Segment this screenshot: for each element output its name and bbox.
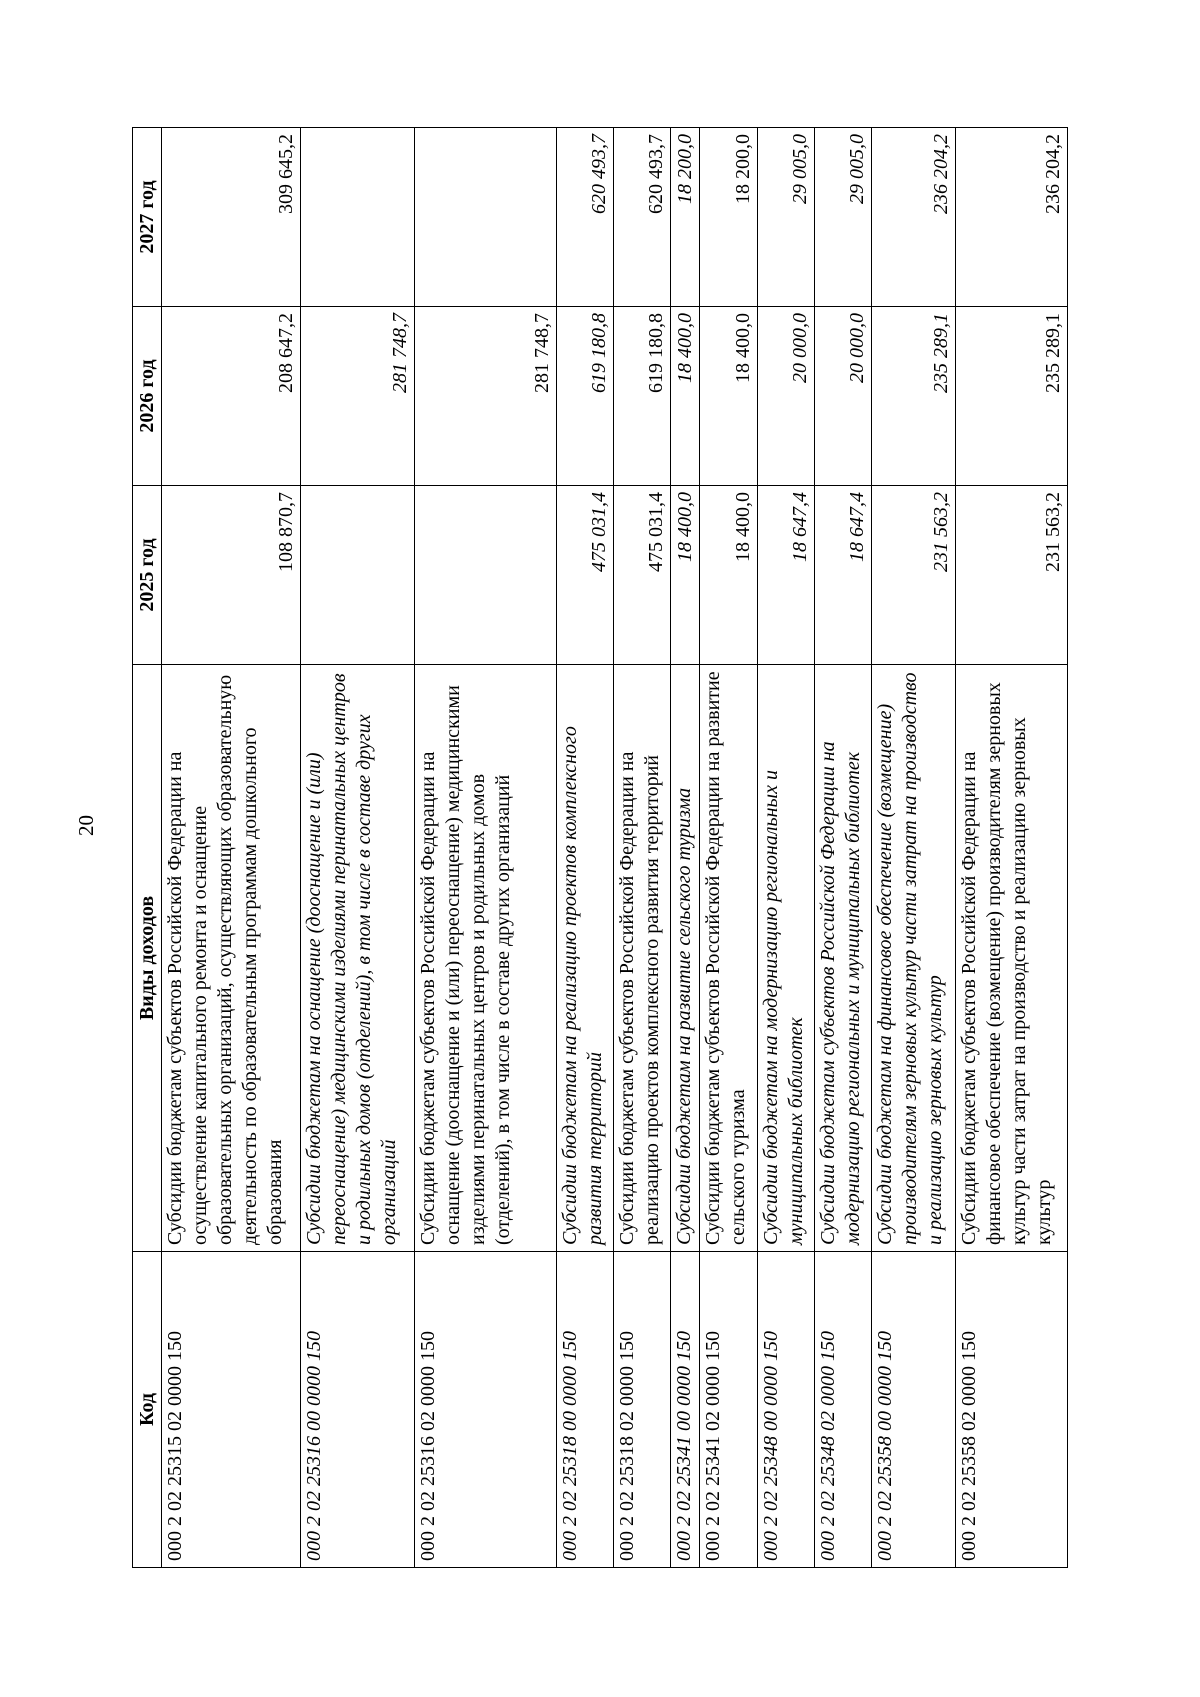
table-row (301, 128, 415, 1568)
table-row (814, 128, 871, 1568)
value-2027-cell: 29 005,0 (814, 128, 871, 307)
code-cell: 000 2 02 25341 02 0000 150 (700, 1252, 757, 1568)
header-revenue-type: Виды доходов (133, 665, 162, 1252)
header-2026: 2026 год (133, 307, 162, 486)
value-2027-cell: 309 645,2 (162, 128, 301, 307)
value-2025-cell: 475 031,4 (556, 486, 613, 665)
revenue-type-cell: Субсидии бюджетам субъектов Российской Федерации на оснащение (дооснащение и (или) переоснащение) медицинскими изделиями перинатальных центров и родильных домов (отделений), в том числе в составе других организаций (415, 665, 556, 1252)
revenue-type-cell: Субсидии бюджетам на развитие сельского туризма (670, 665, 700, 1252)
code-cell: 000 2 02 25358 00 0000 150 (871, 1252, 955, 1568)
value-2027-cell (301, 128, 415, 307)
code-cell: 000 2 02 25318 02 0000 150 (613, 1252, 670, 1568)
table-row (415, 128, 556, 1568)
table-header-row (133, 128, 162, 1568)
value-2026-cell: 235 289,1 (871, 307, 955, 486)
value-2027-cell: 29 005,0 (757, 128, 814, 307)
revenue-type-cell: Субсидии бюджетам на финансовое обеспечение (возмещение) производителям зерновых культур части затрат на производство и реализацию зерновых культур (871, 665, 955, 1252)
code-cell: 000 2 02 25316 00 0000 150 (301, 1252, 415, 1568)
value-2026-cell: 281 748,7 (415, 307, 556, 486)
revenue-type-cell: Субсидии бюджетам субъектов Российской Федерации на осуществление капитального ремонта и оснащение образовательных организаций, осуществляющих образовательную деятельность по образовательным программам дошкольного образования (162, 665, 301, 1252)
code-cell: 000 2 02 25348 02 0000 150 (814, 1252, 871, 1568)
value-2026-cell: 18 400,0 (700, 307, 757, 486)
value-2026-cell: 281 748,7 (301, 307, 415, 486)
revenue-type-cell: Субсидии бюджетам на модернизацию региональных и муниципальных библиотек (757, 665, 814, 1252)
value-2026-cell: 619 180,8 (613, 307, 670, 486)
revenue-type-cell: Субсидии бюджетам на реализацию проектов комплексного развития территорий (556, 665, 613, 1252)
value-2026-cell: 619 180,8 (556, 307, 613, 486)
revenue-table (132, 127, 1068, 1568)
revenue-type-cell: Субсидии бюджетам субъектов Российской Федерации на развитие сельского туризма (700, 665, 757, 1252)
value-2025-cell: 475 031,4 (613, 486, 670, 665)
code-cell: 000 2 02 25358 02 0000 150 (956, 1252, 1068, 1568)
value-2025-cell: 18 400,0 (700, 486, 757, 665)
value-2026-cell: 235 289,1 (956, 307, 1068, 486)
value-2025-cell: 108 870,7 (162, 486, 301, 665)
value-2027-cell (415, 128, 556, 307)
page-number: 20 (74, 815, 98, 836)
value-2025-cell: 18 400,0 (670, 486, 700, 665)
value-2027-cell: 18 200,0 (670, 128, 700, 307)
value-2025-cell: 18 647,4 (757, 486, 814, 665)
revenue-type-cell: Субсидии бюджетам субъектов Российской Федерации на модернизацию региональных и муниципальных библиотек (814, 665, 871, 1252)
value-2027-cell: 236 204,2 (956, 128, 1068, 307)
value-2025-cell: 18 647,4 (814, 486, 871, 665)
code-cell: 000 2 02 25315 02 0000 150 (162, 1252, 301, 1568)
header-2025: 2025 год (133, 486, 162, 665)
table-row (956, 128, 1068, 1568)
table-row (162, 128, 301, 1568)
table-row (871, 128, 955, 1568)
table-row (556, 128, 613, 1568)
code-cell: 000 2 02 25318 00 0000 150 (556, 1252, 613, 1568)
revenue-type-cell: Субсидии бюджетам субъектов Российской Федерации на финансовое обеспечение (возмещение) производителям зерновых культур части затрат на производство и реализацию зерновых культур (956, 665, 1068, 1252)
value-2026-cell: 20 000,0 (757, 307, 814, 486)
header-2027: 2027 год (133, 128, 162, 307)
value-2027-cell: 236 204,2 (871, 128, 955, 307)
value-2025-cell: 231 563,2 (956, 486, 1068, 665)
value-2027-cell: 620 493,7 (613, 128, 670, 307)
table-row (700, 128, 757, 1568)
value-2027-cell: 620 493,7 (556, 128, 613, 307)
revenue-type-cell: Субсидии бюджетам на оснащение (дооснащение и (или) переоснащение) медицинскими изделиями перинатальных центров и родильных домов (отделений), в том числе в составе других организаций (301, 665, 415, 1252)
value-2026-cell: 208 647,2 (162, 307, 301, 486)
value-2025-cell (415, 486, 556, 665)
value-2025-cell (301, 486, 415, 665)
table-row (670, 128, 700, 1568)
revenue-type-cell: Субсидии бюджетам субъектов Российской Федерации на реализацию проектов комплексного развития территорий (613, 665, 670, 1252)
table-body (162, 128, 1068, 1568)
table-row (757, 128, 814, 1568)
code-cell: 000 2 02 25348 00 0000 150 (757, 1252, 814, 1568)
value-2025-cell: 231 563,2 (871, 486, 955, 665)
code-cell: 000 2 02 25316 02 0000 150 (415, 1252, 556, 1568)
header-code: Код (133, 1252, 162, 1568)
value-2026-cell: 20 000,0 (814, 307, 871, 486)
code-cell: 000 2 02 25341 00 0000 150 (670, 1252, 700, 1568)
table-row (613, 128, 670, 1568)
value-2027-cell: 18 200,0 (700, 128, 757, 307)
value-2026-cell: 18 400,0 (670, 307, 700, 486)
rotated-table-container (132, 128, 1068, 1568)
